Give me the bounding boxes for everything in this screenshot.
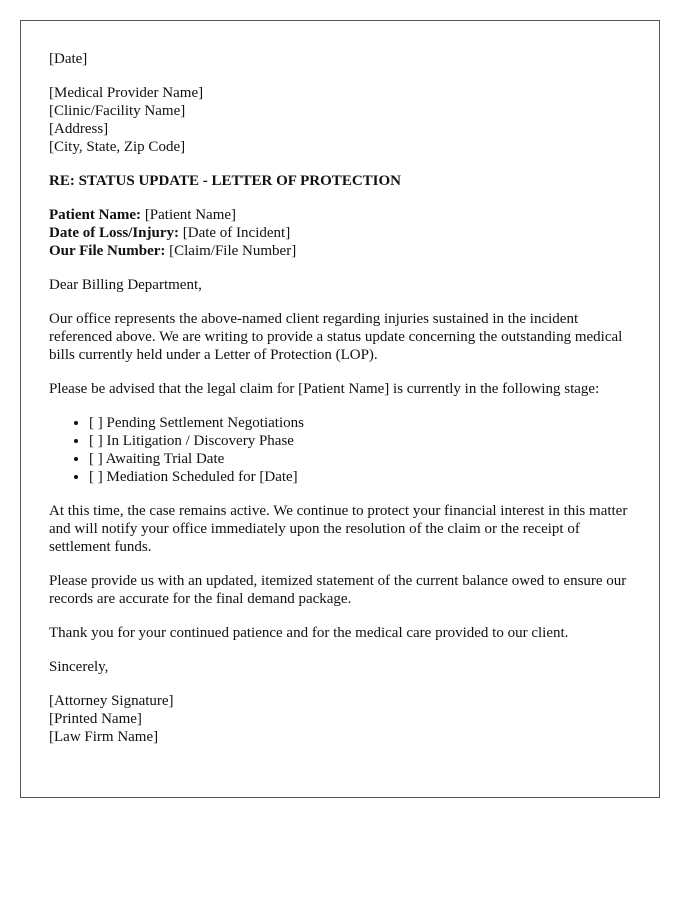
list-item: • [ ] Awaiting Trial Date: [89, 450, 631, 468]
claim-stage-list: [49, 414, 631, 486]
letter-page: [20, 20, 660, 798]
statement-request-paragraph: Please provide us with an updated, itemized statement of the current balance owed to ensure our records are accurate for the final demand package.: [49, 573, 627, 607]
subject-line: RE: STATUS UPDATE - LETTER OF PROTECTION: [49, 173, 401, 189]
stage-intro-paragraph: Please be advised that the legal claim for [Patient Name] is currently in the following stage:: [49, 381, 600, 397]
date-line: [Date]: [49, 51, 88, 67]
signature-block: [49, 692, 631, 746]
list-item: • [ ] In Litigation / Discovery Phase: [89, 432, 631, 450]
printed-name: [Printed Name]: [49, 711, 142, 727]
patient-name-row: [49, 206, 631, 224]
closing: Sincerely,: [49, 659, 109, 675]
file-number-value: [Claim/File Number]: [165, 243, 297, 259]
attorney-signature: [Attorney Signature]: [49, 693, 174, 709]
address-line: [Address]: [49, 121, 109, 137]
patient-name-value: [Patient Name]: [141, 207, 237, 223]
patient-name-label: Patient Name:: [49, 207, 142, 223]
file-number-row: [49, 242, 631, 260]
list-item: • [ ] Mediation Scheduled for [Date]: [89, 468, 631, 486]
facility-name: [Clinic/Facility Name]: [49, 103, 186, 119]
intro-paragraph: Our office represents the above-named client regarding injuries sustained in the incident referenced above. We are writing to provide a status update concerning the outstanding medical bills currently held under a Letter of Protection (LOP).: [49, 311, 623, 363]
provider-name: [Medical Provider Name]: [49, 85, 204, 101]
law-firm-name: [Law Firm Name]: [49, 729, 159, 745]
case-details-block: [49, 206, 631, 260]
salutation: Dear Billing Department,: [49, 277, 202, 293]
date-of-loss-value: [Date of Incident]: [179, 225, 291, 241]
file-number-label: Our File Number:: [49, 243, 166, 259]
case-active-paragraph: At this time, the case remains active. We continue to protect your financial interest in this matter and will notify your office immediately upon the resolution of the claim or the receipt of settlement funds.: [49, 503, 628, 555]
city-state-zip-line: [City, State, Zip Code]: [49, 139, 186, 155]
letter-date: [49, 50, 631, 68]
thank-you-paragraph: Thank you for your continued patience and for the medical care provided to our client.: [49, 625, 569, 641]
date-of-loss-row: [49, 224, 631, 242]
list-item: • [ ] Pending Settlement Negotiations: [89, 414, 631, 432]
recipient-address-block: [49, 84, 631, 156]
date-of-loss-label: Date of Loss/Injury:: [49, 225, 179, 241]
